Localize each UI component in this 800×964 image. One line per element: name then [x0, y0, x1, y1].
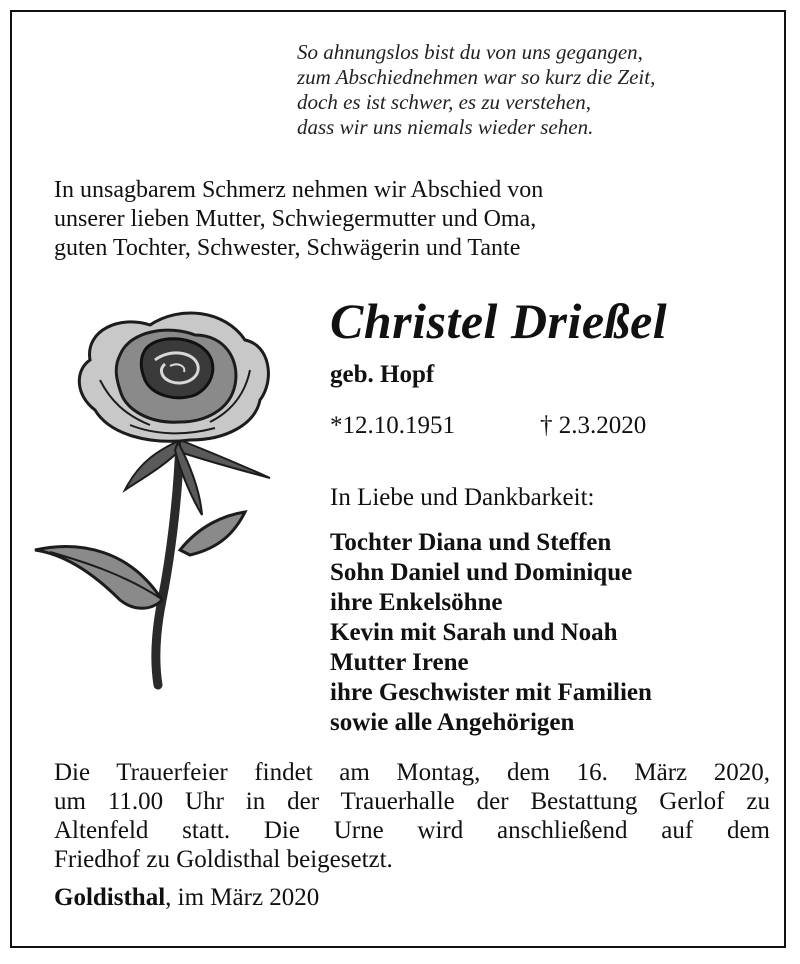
intro-line: unserer lieben Mutter, Schwiegermutter und Oma, — [54, 206, 537, 232]
death-date: † 2.3.2020 — [540, 412, 647, 439]
intro-line: In unsagbarem Schmerz nehmen wir Abschied von — [54, 177, 544, 203]
service-line: Altenfeld statt. Die Urne wird anschließend auf dem — [54, 817, 770, 844]
deceased-name: Christel Drießel — [330, 293, 668, 349]
intro-text — [54, 176, 754, 263]
mourner-line: Tochter Diana und Steffen — [330, 529, 612, 556]
rose-illustration — [30, 300, 290, 690]
birth-name: geb. Hopf — [330, 361, 435, 388]
intro-line: guten Tochter, Schwester, Schwägerin und Tante — [54, 235, 521, 261]
mourners-list — [330, 528, 652, 738]
poem-line: zum Abschiednehmen war so kurz die Zeit, — [297, 65, 656, 89]
poem-line: dass wir uns niemals wieder sehen. — [297, 115, 594, 139]
mourner-line: Mutter Irene — [330, 649, 469, 676]
mourner-line: ihre Enkelsöhne — [330, 589, 503, 616]
mourner-line: Sohn Daniel und Dominique — [330, 559, 633, 586]
mourners-heading: In Liebe und Dankbarkeit: — [330, 484, 595, 511]
signature-date: , im März 2020 — [165, 884, 320, 911]
birth-date: *12.10.1951 — [330, 412, 455, 439]
signature-place: Goldisthal — [54, 884, 166, 911]
service-line: Die Trauerfeier findet am Montag, dem 16. März 2020, — [54, 759, 770, 786]
service-info — [54, 758, 770, 874]
service-line: um 11.00 Uhr in der Trauerhalle der Bestattung Gerlof zu — [54, 788, 770, 815]
signature — [54, 884, 319, 912]
service-line: Friedhof zu Goldisthal beigesetzt. — [54, 846, 393, 873]
mourner-line: ihre Geschwister mit Familien — [330, 679, 652, 706]
poem — [297, 40, 777, 140]
mourner-line: sowie alle Angehörigen — [330, 709, 575, 736]
poem-line: So ahnungslos bist du von uns gegangen, — [297, 40, 643, 64]
poem-line: doch es ist schwer, es zu verstehen, — [297, 90, 591, 114]
mourner-line: Kevin mit Sarah und Noah — [330, 619, 618, 646]
